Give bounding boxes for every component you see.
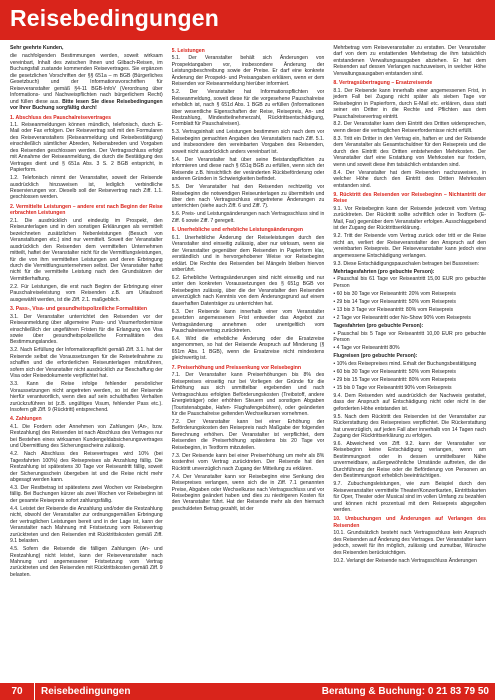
paragraph: 7.1. Der Veranstalter kann Preiserhöhungen bis 8% des Reisepreises einseitig nur bei Vorliegen der Gründe für die Erhöhung aus sich unmittelbar ergebenden und nach Vertragsschluss erfolgten Beförderungskosten (Treibstoff, andere Energieträger) oder erhöhten Steuern und sonstigen Abgaben (Touristenabgabe, Hafen- Flughafengebühren), oder geänderten für die Pauschalreise geltenden Wechselkursen vornehmen. — [171, 372, 325, 418]
section-heading: 10. Umbuchungen und Änderungen auf Verlangen des Reisenden — [333, 516, 486, 529]
footer-section: Reisebedingungen — [34, 683, 289, 700]
paragraph: 6.3. Der Reisende kann innerhalb einer vom Veranstalter gesetzten angemessenen Frist entweder das Angebot zur Vertragsänderung annehmen oder unentgeltlich vom Pauschalreisevertrag zurücktreten. — [171, 308, 325, 335]
paragraph: 5.4. Der Veranstalter hat über seine Beistandspflichten zu informieren und diese nach § 651q BGB zu erfüllen, wenn sich der Reisende z.B. hinsichtlich der veränderten Rückbeförderung oder anderen Gründen in Schwierigkeiten befindet. — [171, 156, 325, 183]
section-heading: 5. Leistungen — [171, 48, 205, 54]
paragraph: • 10% des Reisepreises mind. Erhalt der Buchungsbestätigung — [333, 360, 477, 367]
paragraph: 10.1. Grundsätzlich besteht nach Vertragsschluss kein Anspruch des Reisenden auf Änderung des Vertrages. Der Veranstalter kann jedoch, soweit für ihn möglich, zulässig und zumutbar, Wünsche des Reisenden berücksichtigen. — [333, 530, 486, 556]
paragraph: 5.1. Der Veranstalter behält sich Änderungen von Prospektangaben vor, insbesondere Änderung der Leistungsbeschreibung sowie der Preise. Er darf eine konkrete Änderung der Prospekt- und Preisangaben erklären, wenn er dem Reisenden vor Reiseanmeldung hierüber informiert. — [171, 55, 325, 88]
paragraph: 6.2. Erhebliche Vertragsänderungen sind nicht einseitig und nur unter den konkreten Voraussetzungen des § 651g BGB vor Reisebeginn zulässig, über die der Veranstalter den Reisenden unverzüglich nach Kenntnis von dem Änderungsgrund auf einem dauerhaften Datenträger zu unterrichten hat. — [171, 274, 325, 307]
paragraph: 5.6. Preis- und Leistungsänderungen nach Vertragsschluss sind in Ziff. 6 sowie Ziff. 7 geregelt. — [171, 211, 325, 224]
paragraph: • 60 bis 30 Tage vor Reiseantritt: 50% vom Reisepreis — [333, 368, 456, 375]
page-number: 70 — [0, 683, 34, 700]
paragraph: Mehrbetrag vom Reiseveranstalter zu erstatten. Der Veranstalter darf von dem zu erstattenden Mehrbetrag die ihm tatsächlich entstandenen Verwaltungsausgaben abziehen. Er hat dem Reisenden auf dessen Verlangen nachzuweisen, in welcher Höhe Verwaltungsausgaben entstanden sind. — [333, 45, 486, 77]
text-columns — [10, 45, 486, 673]
paragraph: • 2 Tage vor Reiseantritt oder No-Show 90% vom Reisepreis — [333, 314, 471, 321]
paragraph: 4.3. Der Restbetrag ist spätestens zwei Wochen vor Reisebeginn fällig. Bei Buchungen kürzer als zwei Wochen vor Reisebeginn ist der gesamte Reisepreis sofort zahlungsfällig. — [10, 485, 163, 504]
subheading: Tagesfahrten (pro gebuchte Person): — [333, 322, 424, 329]
paragraph: 1.1. Reiseanmeldungen können mündlich, telefonisch, durch E-Mail oder Fax erfolgen. Der Reisevertrag soll mit den Formularen des Reiseveranstalters (Reiseanmeldung und Reisebestätigung) einschließlich sämtlicher Abreden, Nebenabreden und Vorgaben des Reisenden geschlossen werden. Der Vertragsschluss erfolgt mit Annahme der Reiseanmeldung, die durch die Bestätigung des Vertrages dient und § 651a Abs. 3 S. 2 BGB entspricht, in Papierform. — [10, 121, 163, 174]
paragraph: 9.3. Diese Entschädigungspauschalen betragen bei Bussreisen: — [333, 260, 480, 267]
column-3 — [333, 45, 486, 673]
paragraph: 9.1. Vor Reisebeginn kann der Reisende jederzeit vom Vertrag zurücktreten. Der Rücktritt sollte schriftlich oder in Textform (E-Mail, Fax) gegenüber dem Veranstalter erfolgen. Ausschlaggebend ist der Zugang der Rücktrittserklärung. — [333, 205, 486, 232]
intro-emphasis: Bitte lesen Sie diese Reisebedingungen vor Ihrer Buchung sorgfältig durch! — [10, 98, 163, 112]
title-bar — [0, 0, 495, 40]
intro-text — [10, 53, 163, 111]
paragraph: • 15 bis 0 Tage vor Reiseantritt 90% vom Reisepreis — [333, 384, 452, 391]
paragraph: • 13 bis 3 Tage vor Reiseantritt: 80% vom Reisepreis — [333, 306, 454, 313]
subheading: Flugreisen (pro gebuchte Person): — [333, 352, 418, 359]
greeting: Sehr geehrte Kunden, — [10, 45, 64, 51]
section-heading: 7. Preiserhöhung und Preissenkung vor Reisebeginn — [171, 364, 302, 371]
section-heading: 9. Rücktritt des Reisenden vor Reisebeginn – Nichtantritt der Reise — [333, 192, 486, 205]
section-heading: 6. Unerhebliche und erhebliche Leistungsänderungen — [171, 227, 304, 234]
paragraph: 4.5. Sofern die Reisende die fälligen Zahlungen (An- und Restzahlung) nicht leistet, kann der Reiseveranstalter nach Mahnung und angemessener Fristsetzung vom Vertrag zurücktreten und den Reisenden mit Rücktrittskosten gemäß Ziff. 9 belasten. — [10, 546, 163, 578]
paragraph: • 4 Tage vor Reiseantritt 80% — [333, 345, 400, 352]
column-2 — [172, 45, 325, 673]
section-heading: 8. Vertragsübertragung – Ersatzreisende — [333, 80, 433, 87]
paragraph: 8.1. Der Reisende kann innerhalb einer angemessenen Frist, in jedem Fall bei Zugang nicht später als sieben Tage vor Reisebeginn in Papierform, durch E-Mail etc. erklären, dass statt seiner ein Dritter in die Rechte und Pflichten aus dem Pauschalreisevertrag eintritt. — [333, 87, 486, 120]
section-heading: 2. Vermittelte Leistungen – andere erst nach Beginn der Reise erbrachten Leistungen — [10, 203, 163, 217]
paragraph: 9.5. Nach dem Rücktritt des Reisenden ist der Veranstalter zur Rückerstattung des Reisepreises verpflichtet. Die Rückerstattung hat unverzüglich, auf jeden Fall aber innerhalb von 14 Tagen nach Zugang der Rücktrittserklärung zu erfolgen. — [333, 413, 486, 439]
paragraph: 5.5. Der Veranstalter hat den Reisenden rechtzeitig vor Reisebeginn die notwendigen Reiseunterlagen zu übermitteln und über den nach Vertragsschluss eingetretene Änderungen zu unterrichten (siehe auch Ziff. 6 und Ziff. 7). — [171, 184, 325, 210]
intro-body: die nachfolgenden Bestimmungen werden, soweit wirksam vereinbart, Inhalt des zwischen Ihnen und Gilbach-Reisen, im Buchungsfall zustande kommenden Reisevertrages. Sie ergänzen die gesetzlichen Vorschriften der §§ 651a – m BGB (Bürgerliches Gesetzbuch) und der Informationsvorschriften für Reiseveranstalter gemäß §4-11 BGB-InfoV (Verordnung über Informations- und Nachweispflichten nach bürgerlichem Recht) und füllen diese aus. — [10, 53, 163, 105]
paragraph: 1.2. Telefonisch nimmt der Veranstalter, soweit der Reisende ausdrücklich hinzuweisen ist, lediglich verbindliche Reservierungen vor. Dieselb soll der Reisevertrag nach Ziff. 1.1. geschlossen werden. — [10, 175, 163, 201]
paragraph: • 60 bis 30 Tage vor Reiseantritt: 20% vom Reisepreis — [333, 290, 456, 297]
column-1 — [10, 45, 163, 673]
subheading: Mehrtagesfahrten (pro gebuchte Person): — [333, 268, 435, 275]
paragraph: 4.4. Leistet der Reisende die Anzahlung und/oder die Restzahlung nicht, obwohl der Veranstalter zur ordnungsgemäßen Erbringung der vertraglichen Leistungen bereit und in der Lage ist, kann der Veranstalter nach Mahnung mit Fristsetzung vom Reisevertrag zurücktreten und den Reisenden mit Rücktrittskosten gemäß Ziff. 9.1 belasten. — [10, 505, 163, 545]
paragraph: 6.1. Unerhebliche Änderung der Reiseleistungen durch den Veranstalter sind einseitig zulässig, aber nur wirksam, wenn sie der Veranstalter gegenüber dem Reisenden in Papierform klar, verständlich und in hervorgehobener Weise vor Reisebeginn erklärt. Die Rechte des Reisenden bei Mängeln bleiben hiervon unberührt. — [171, 234, 325, 273]
section-heading: 1. Abschluss des Pauschalreisevertrages — [10, 114, 111, 121]
paragraph: 8.2. Der Veranstalter kann dem Eintritt des Dritten widersprechen, wenn dieser die vertraglichen Reiseerfordernisse nicht erfüllt. — [333, 121, 486, 134]
paragraph: • 29 bis 15 Tage vor Reiseantritt: 80% vom Reisepreis — [333, 376, 456, 383]
paragraph: 3.1. Der Veranstalter unterrichtet den Reisenden vor der Reiseanmeldung über allgemeine Pass- und Visumerfordernisse einschließlich der ungefähren Fristen für die Erlangung von Visa sowie über gesundheitspolizeiliche Formalitäten des Bestimmungslandes. — [10, 313, 163, 346]
paragraph: 7.3. Der Reisende kann bei einer Preiserhöhung um mehr als 8% kostenfrei vom Vertrag zurücktreten. Der Reisende hat den Rücktritt unverzüglich nach Zugang der Mitteilung zu erklären. — [171, 452, 325, 472]
paragraph: 3.2. Nach Erfüllung der Informationspflicht gemäß Ziff. 3.1. hat der Reisende selbst die Voraussetzungen für die Reiseteilnahme zu schaffen und die erforderlichen Reiseunterlagen mitzuführen, sofern sich der Veranstalter nicht ausdrücklich zur Beschaffung der Visa oder Reisedokumente verpflichtet hat. — [10, 347, 163, 380]
paragraph: 2.2. Für Leistungen, die erst nach Beginn der Erbringung einer Pauschalreiseleistung vom Reisenden z.B. am Urlaubsort ausgewählt werden, ist die Ziff. 2.1. maßgeblich. — [10, 283, 163, 303]
paragraph: • Pauschal bis 61 Tage vor Reiseantritt 15,00 EUR pro gebuchte Person — [333, 276, 486, 289]
footer — [0, 683, 495, 700]
paragraph: 7.2. Der Veranstalter kann bei einer Erhöhung der Beförderungskosten den Reisepreis nach Maßgabe der folgenden Berechnung erhöhen. Der Veranstalter ist verpflichtet, dem Reisenden die Preiserhöhung spätestens bis 20 Tage vor Reisebeginn, in Textform mitzuteilen. — [171, 418, 325, 451]
paragraph: 6.4. Wird die erhebliche Änderung oder die Ersatzreise angenommen, so hat der Reisende Anspruch auf Minderung (§ 651m Abs. 1 BGB), wenn die Ersatzreise nicht mindestens gleichwertig ist. — [171, 336, 325, 362]
paragraph: 9.4. Dem Reisenden wird ausdrücklich der Nachweis gestattet, dass der Anspruch auf Entschädigung nicht oder nicht in der geforderten Höhe entstanden ist. — [333, 392, 486, 412]
paragraph: 10.2. Verlangt der Reisende nach Vertragsschluss Änderungen — [333, 557, 477, 564]
paragraph: 7.4. Der Veranstalter kann vor Reisebeginn eine Senkung des Reisepreises verlangen, wenn sich die in Ziff. 7.1 genannten Preise, Abgaben oder Wechselkurse nach Vertragsschluss und vor Reisebeginn geändert haben und dies zu niedrigeren Kosten für den Veranstalter führt. Hat der Reisende mehr als den hiernach geschuldeten Betrag gezahlt, ist der — [171, 473, 325, 512]
footer-contact: Beratung & Buchung: 0 21 83 79 50 — [289, 683, 495, 700]
section-heading: 3. Pass-, Visa- und gesundheitspolizeiliche Formalitäten — [10, 306, 148, 313]
paragraph: 9.2. Tritt der Reisende vom Vertrag zurück oder tritt er die Reise nicht an, verliert der Reiseveranstalter den Anspruch auf den vereinbarten Reisepreis. Der Reiseveranstalter kann jedoch eine angemessene Entschädigung verlangen. — [333, 233, 486, 259]
page-title: Reisebedingungen — [10, 5, 219, 31]
paragraph: 5.2. Der Veranstalter hat Informationspflichten vor Reiseanmeldung, soweit diese für die vorgesehene Pauschalreise erheblich ist, nach § 651d Abs. 1 BGB zu erfüllen (Informationen über wesentliche Eigenschaften der Reise, Reisepreis, An- und Restzahlung, Mindestteilnehmerzahl, Rücktrittsentschädigung, Formblatt für Pauschalreisen). — [171, 89, 325, 128]
paragraph: 8.4. Der Veranstalter hat dem Reisenden nachzuweisen, in welcher Höhe durch den Eintritt des Dritten Mehrkosten entstanden sind. — [333, 169, 486, 189]
paragraph: • Pauschal bis 5 Tage vor Reiseantritt 10,00 EUR pro gebuchte Person — [333, 330, 486, 344]
paragraph: • 29 bis 14 Tage vor Reiseantritt: 50% vom Reisepreis — [333, 298, 456, 305]
paragraph: 5.3. Vertragsinhalt und Leistungen bestimmen sich nach dem vor Reisebeginn gemachten Angaben des Veranstalters nach Ziff. 5.1. und insbesondere den vereinbarten Vorgaben des Reisenden, soweit nicht ausdrücklich anders vereinbart ist. — [171, 129, 325, 155]
section-heading: 4. Zahlungen — [10, 416, 42, 423]
paragraph: 2.1. Die ausdrücklich und eindeutig im Prospekt, den Reiseunterlagen und in den sonstigen Erklärungen als vermittelt bezeichneten zusätzlichen Nebenleistungen (Besuch von Veranstaltungen etc.) sind nur vermittelt. Soweit der Veranstalter ausdrücklich den Reisenden dem vermittelten Unternehmen mitteilt, haftet der Veranstalter nicht für die Vermittlungsleistungen, für die von ihm vermittelten Leistungen und deren Erbringung durch die Vermittlungsunternehmen selbst. Der Veranstalter haftet nicht für die vermittelte Leistung nach den Grundsätzen der Vermittlerhaftung. — [10, 217, 163, 282]
paragraph: 3.3. Kann die Reise infolge fehlender persönlicher Voraussetzungen nicht angetreten werden, so ist der Reisende hierfür verantwortlich, wenn dies auf sein schuldhaftes Verhalten zurückzuführen ist (z.B. ungültiges Visum, fehlender Pass etc.). Insofern gilt Ziff. 9 (Rücktritt) entsprechend. — [10, 381, 163, 414]
paragraph: 4.2. Nach Abschluss des Reisevertrages wird 10% (bei Tagesfahrten 100%) des Reisepreises als Anzahlung fällig. Die Restzahlung ist spätestens 30 Tage vor Reiseantritt fällig, soweit der Sicherungsschein übergeben ist und die Reise nicht mehr abgesagt werden kann. — [10, 451, 163, 484]
paragraph: 8.3. Tritt ein Dritter in den Vertrag ein, haften er und der Reisende dem Veranstalter als Gesamtschuldner für den Reisepreis und die durch den Eintritt des Dritten entstehenden Mehrkosten. Der Veranstalter darf eine Erstattung von Mehrkosten nur fordern, wenn und soweit diese ihm tatsächlich entstanden sind. — [333, 135, 486, 168]
paragraph: 9.7. Zubuchungsleistungen, wie zum Beispiel durch den Reiseveranstalter vermittelte Theater/Konzertkarten, Eintrittskarten für Oper, Theater oder Musical sind im vollen Umfang zu bezahlen und können nicht prozentual mit dem Reisepreis abgegolten werden. — [333, 481, 486, 513]
paragraph: 9.6. Abweichend von Ziff. 9.2. kann der Veranstalter vor Reisebeginn keine Entschädigung verlangen, wenn am Bestimmungsort oder in dessen unmittelbarer Nähe unvermeidbare, außergewöhnliche Umstände auftreten, die die Durchführung der Reise oder die Beförderung von Personen an den Bestimmungsort erheblich beeinträchtigen. — [333, 440, 486, 480]
paragraph: 4.1. Die Fordern oder Annehmen von Zahlungen (An-, bzw. Restzahlung) des Reisenden ist nach Abschluss des Vertrages nur bei Bestehen eines wirksamen Kundengeldabsicherungsvertrages und Übermittlung des Sicherungsscheins zulässig. — [10, 423, 163, 450]
